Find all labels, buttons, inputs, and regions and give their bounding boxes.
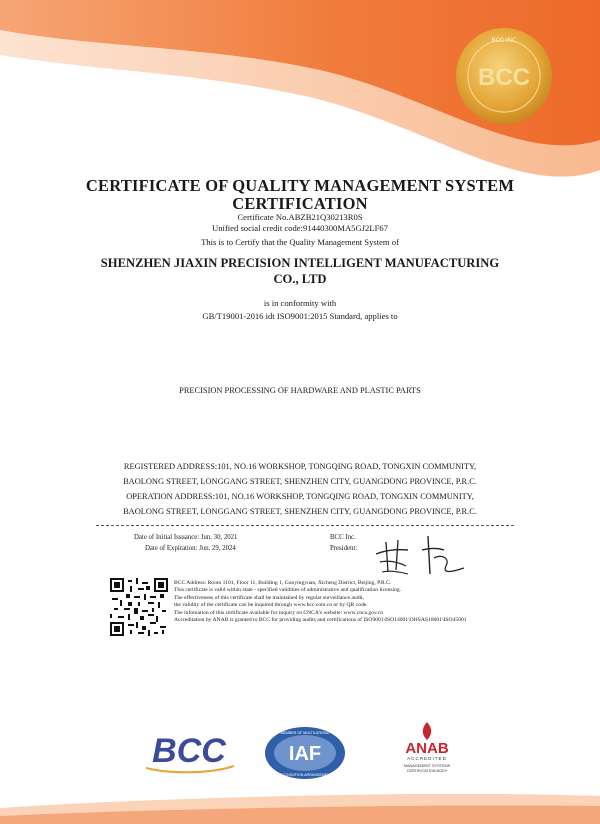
company-name-line2: CO., LTD: [273, 272, 327, 286]
credit-code: Unified social credit code:91440300MA5GJ2LF67: [212, 223, 388, 233]
svg-text:IAF: IAF: [288, 743, 322, 765]
bcc-gold-seal: [454, 26, 554, 126]
standard-statement: GB/T19001-2016 idt ISO9001:2015 Standard, applies to: [202, 311, 398, 321]
initial-issuance-date: Jun. 30, 2021: [200, 534, 238, 541]
certificate-number: Certificate No.ABZB21Q30213R0S: [237, 212, 363, 222]
company-name-line1: SHENZHEN JIAXIN PRECISION INTELLIGENT MANUFACTURING: [100, 256, 500, 270]
svg-text:RECOGNITION ARRANGEMENT: RECOGNITION ARRANGEMENT: [277, 773, 333, 777]
svg-text:ANAB: ANAB: [405, 740, 449, 757]
president-signature: [372, 532, 472, 578]
svg-text:CERTIFICATION BODY: CERTIFICATION BODY: [406, 769, 448, 773]
address-line: REGISTERED ADDRESS:101, NO.16 WORKSHOP, TONGQING ROAD, TONGXIN COMMUNITY,: [123, 462, 477, 471]
footer-wave-band: [0, 780, 600, 824]
fine-print-line: BCC Address: Room 1101, Floor 11, Building 1, Guoyingyuan, Xicheng District, Beijing, P.R.C.: [174, 580, 392, 586]
svg-text:BCC INC: BCC INC: [491, 38, 517, 44]
address-block: [0, 459, 600, 519]
certification-scope: PRECISION PROCESSING OF HARDWARE AND PLASTIC PARTS: [179, 386, 421, 395]
address-line: BAOLONG STREET, LONGGANG STREET, SHENZHEN CITY, GUANGDONG PROVINCE, P.R.C.: [123, 477, 477, 486]
anab-logo: [390, 720, 464, 780]
svg-text:BCC: BCC: [152, 732, 226, 770]
fine-print-line: This certificate is valid within state - specified validities of administrative and qualification licensing.: [174, 587, 402, 594]
fine-print-block: [174, 580, 467, 624]
fine-print-line: The effectiveness of this certificate shall be maintained by regular surveillance audit,: [174, 594, 365, 601]
certificate-title-line1: CERTIFICATE OF QUALITY MANAGEMENT SYSTEM: [85, 176, 515, 195]
iaf-logo: [264, 726, 346, 780]
fine-print-line: the validity of the certificate can be inquired through www.bcc.com.cn or by QR code.: [174, 602, 368, 609]
expiration-date: Jun. 29, 2024: [199, 545, 236, 552]
bcc-logo: [140, 728, 238, 776]
certificate-title-line2: CERTIFICATION: [232, 194, 368, 213]
conformity-statement: is in conformity with: [263, 298, 337, 308]
issuer-org: BCC Inc.: [330, 534, 356, 541]
fine-print-line: The infomation of this certificate available for inquiry on CNCA's website: www.cnca.gov.cn: [174, 609, 384, 616]
address-line: BAOLONG STREET, LONGGANG STREET, SHENZHEN CITY, GUANGDONG PROVINCE, P.R.C.: [123, 507, 477, 516]
president-label: President:: [330, 545, 358, 552]
svg-text:ACCREDITED: ACCREDITED: [407, 756, 447, 761]
fine-print-line: Accreditation by ANAB is granted to BCC for providing audits and certifications of ISO9001\ISO14001\OHSAS18001\ISO45001: [174, 617, 467, 624]
svg-text:MANAGEMENT SYSTEMS: MANAGEMENT SYSTEMS: [403, 764, 451, 768]
dashed-divider: [96, 525, 514, 526]
verification-qr-code[interactable]: [110, 578, 168, 636]
svg-text:MEMBER OF MULTILATERAL: MEMBER OF MULTILATERAL: [280, 731, 330, 735]
svg-text:BCC: BCC: [478, 64, 530, 91]
certify-statement: This is to Certify that the Quality Management System of: [201, 237, 399, 247]
initial-issuance-label: Date of Initial Issuance: Jun. 30, 2021: [134, 534, 238, 541]
address-line: OPERATION ADDRESS:101, NO.16 WORKSHOP, TONGQING ROAD, TONGXIN COMMUNITY,: [126, 492, 474, 501]
expiration-label: Date of Expiration: Jun. 29, 2024: [145, 545, 236, 552]
